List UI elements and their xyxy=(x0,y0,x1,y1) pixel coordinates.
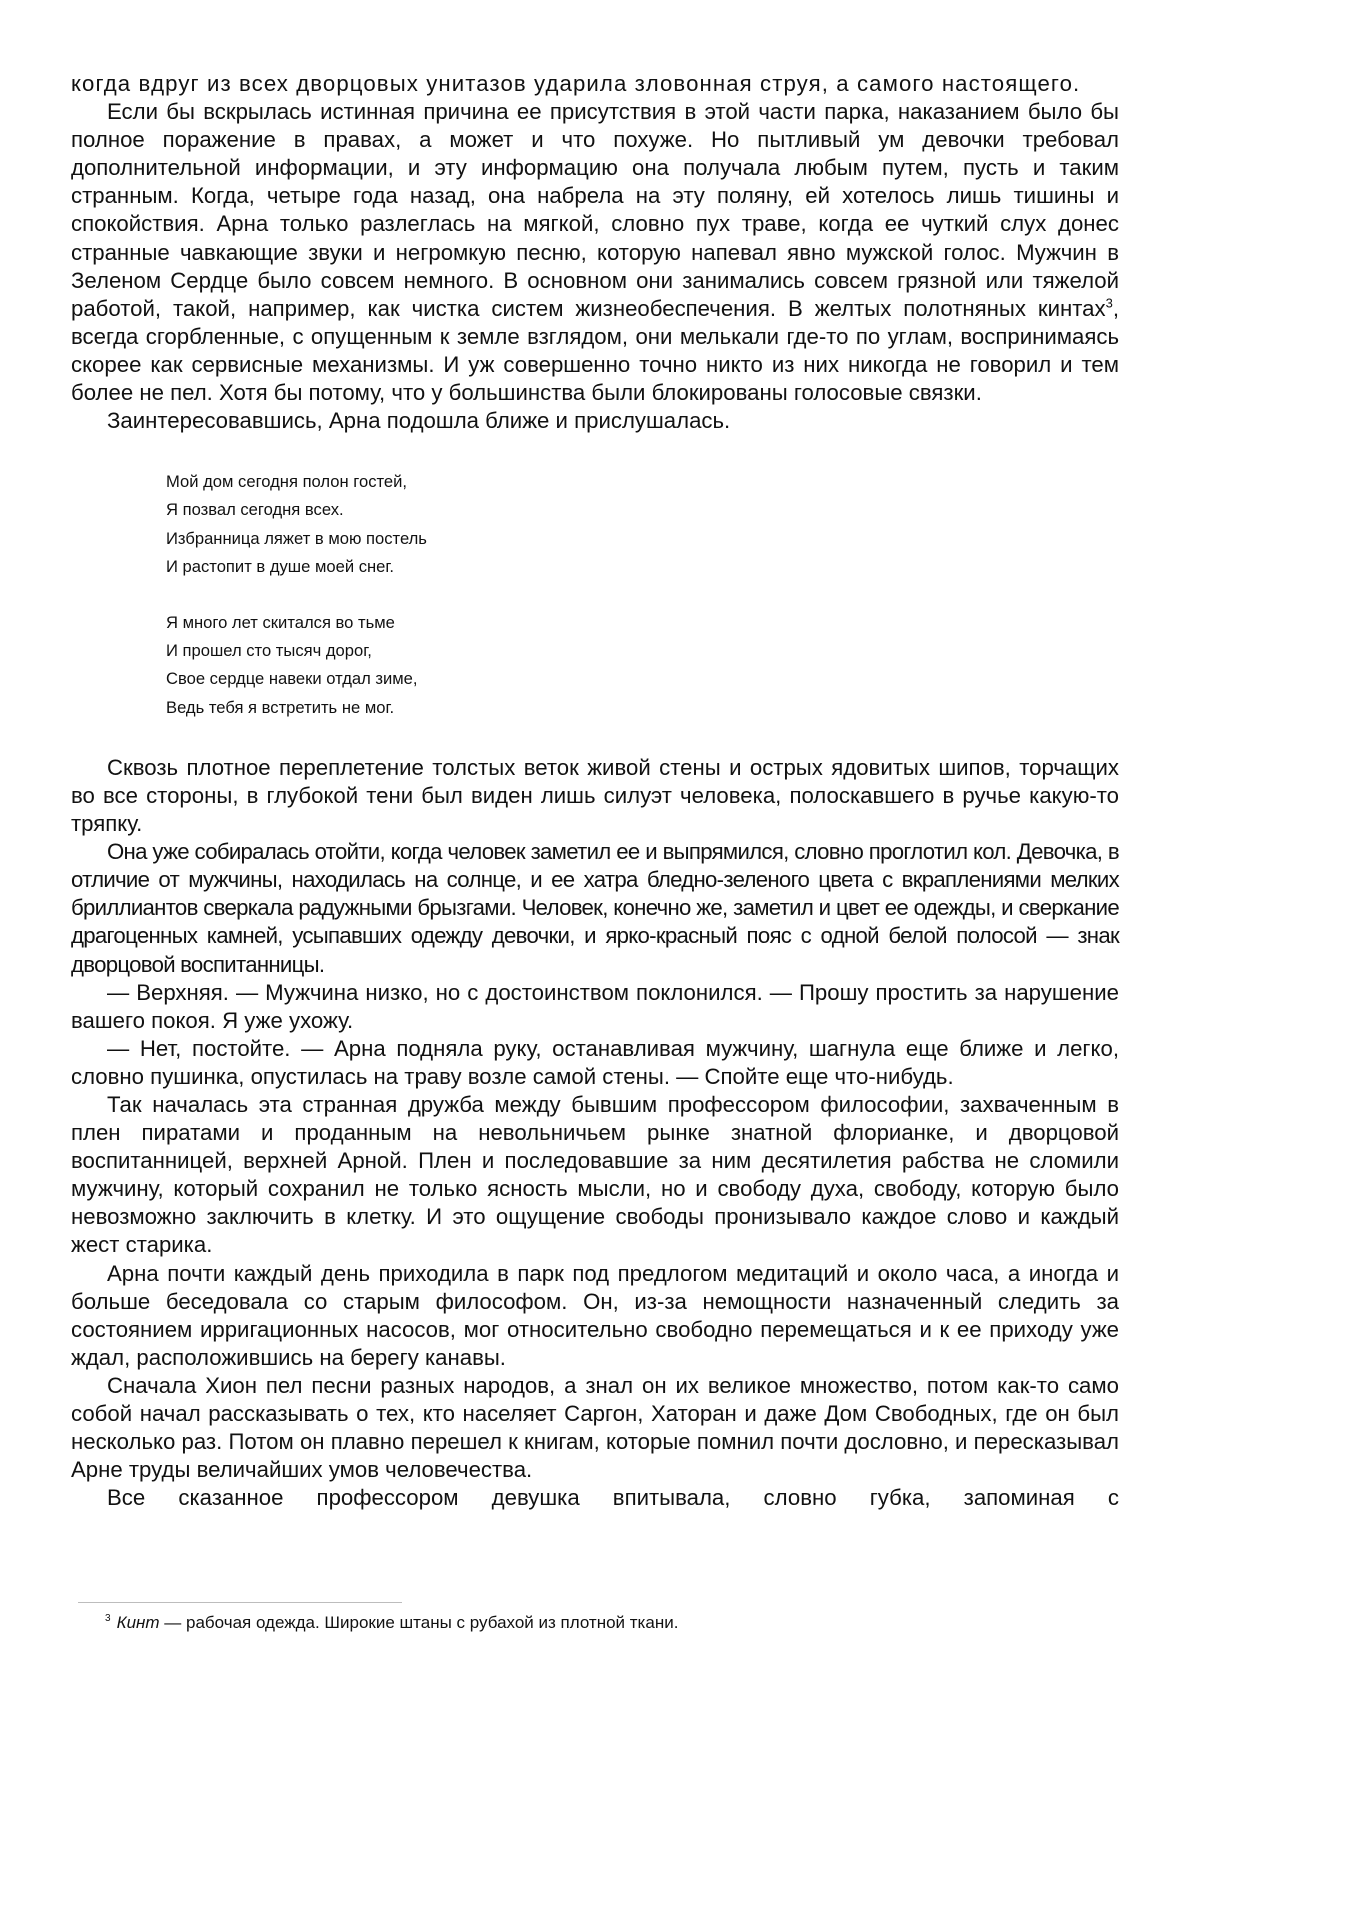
poem-line: И прошел сто тысяч дорог, xyxy=(166,641,372,661)
footnote-term: Кинт xyxy=(116,1613,160,1632)
poem-line: Я позвал сегодня всех. xyxy=(166,500,344,520)
poem-stanza xyxy=(166,468,1119,581)
paragraph: — Верхняя. — Мужчина низко, но с достоинством поклонился. — Прошу простить за нарушение вашего покоя. Я уже ухожу. xyxy=(71,979,1119,1033)
paragraph-text: , всегда сгорбленные, с опущенным к земле взглядом, они мелькали где-то по углам, воспринимаясь скорее как сервисные механизмы. И уж совершенно точно никто из них никогда не говорил и тем более не пел. Хотя бы потому, что у большинства были блокированы голосовые связки. xyxy=(71,295,1119,406)
poem-line: Избранница ляжет в мою постель xyxy=(166,528,427,548)
text-before-poem xyxy=(71,70,1119,435)
paragraph-text: Если бы вскрылась истинная причина ее присутствия в этой части парка, наказанием было бы полное поражение в правах, а может и что похуже. Но пытливый ум девочки требовал дополнительной информации, и эту информацию она получала любым путем, пусть и таким странным. Когда, четыре года назад, она набрела на эту поляну, ей хотелось лишь тишины и спокойствия. Арна только разлеглась на мягкой, словно пух траве, когда ее чуткий слух донес странные чавкающие звуки и негромкую песню, которую напевал явно мужской голос. Мужчин в Зеленом Сердце было совсем немного. В основном они занимались совсем грязной или тяжелой работой, такой, например, как чистка систем жизнеобеспечения. В желтых полотняных кинтах xyxy=(71,99,1119,321)
poem-line: Свое сердце навеки отдал зиме, xyxy=(166,669,418,689)
poem-line: Ведь тебя я встретить не мог. xyxy=(166,697,395,717)
footnote-ref[interactable]: 3 xyxy=(1105,295,1113,311)
paragraph: Все сказанное профессором девушка впитывала, словно губка, запоминая с xyxy=(107,1485,1119,1511)
footnote xyxy=(105,1612,678,1634)
text-after-poem xyxy=(71,754,1119,1513)
paragraph: Сквозь плотное переплетение толстых веток живой стены и острых ядовитых шипов, торчащих во все стороны, в глубокой тени был виден лишь силуэт человека, полоскавшего в ручье какую-то тряпку. xyxy=(71,754,1119,837)
paragraph: когда вдруг из всех дворцовых унитазов ударила зловонная струя, а самого настоящего. xyxy=(71,71,1081,96)
paragraph: Сначала Хион пел песни разных народов, а знал он их великое множество, потом как-то само собой начал рассказывать о тех, кто населяет Саргон, Хаторан и даже Дом Свободных, где он был несколько раз. Потом он плавно перешел к книгам, которые помнил почти дословно, и пересказывал Арне труды величайших умов человечества. xyxy=(71,1372,1119,1483)
footnote-mark: 3 xyxy=(105,1613,111,1625)
paragraph xyxy=(71,98,1119,407)
document-page xyxy=(71,70,1119,1512)
paragraph: Заинтересовавшись, Арна подошла ближе и прислушалась. xyxy=(107,408,731,434)
poem-stanza xyxy=(166,609,1119,722)
paragraph: — Нет, постойте. — Арна подняла руку, останавливая мужчину, шагнула еще ближе и легко, словно пушинка, опустилась на траву возле самой стены. — Спойте еще что-нибудь. xyxy=(71,1035,1119,1089)
footnote-divider xyxy=(78,1602,402,1603)
poem-line: Мой дом сегодня полон гостей, xyxy=(166,472,408,492)
poem-line: Я много лет скитался во тьме xyxy=(166,613,395,633)
paragraph: Так началась эта странная дружба между бывшим профессором философии, захваченным в плен пиратами и проданным на невольничьем рынке знатной флорианке, и дворцовой воспитанницей, верхней Арной. Плен и последовавшие за ним десятилетия рабства не сломили мужчину, который сохранил не только ясность мысли, но и свободу духа, свободу, которую было невозможно заключить в клетку. И это ощущение свободы пронизывало каждое слово и каждый жест старика. xyxy=(71,1091,1119,1258)
paragraph: Она уже собиралась отойти, когда человек заметил ее и выпрямился, словно проглотил кол. Девочка, в отличие от мужчины, находилась на солнце, и ее хатра бледно-зеленого цвета с вкраплениями мелких бриллиантов сверкала радужными брызгами. Человек, конечно же, заметил и цвет ее одежды, и сверкание драгоценных камней, усыпавших одежду девочки, и ярко-красный пояс с одной белой полосой — знак дворцовой воспитанницы. xyxy=(71,839,1119,977)
poem-line: И растопит в душе моей снег. xyxy=(166,556,395,576)
footnote-text: — рабочая одежда. Широкие штаны с рубахой из плотной ткани. xyxy=(159,1613,679,1632)
poem xyxy=(166,468,1119,722)
paragraph: Арна почти каждый день приходила в парк под предлогом медитаций и около часа, а иногда и больше беседовала со старым философом. Он, из-за немощности назначенный следить за состоянием ирригационных насосов, мог относительно свободно перемещаться и к ее приходу уже ждал, расположившись на берегу канавы. xyxy=(71,1260,1119,1370)
